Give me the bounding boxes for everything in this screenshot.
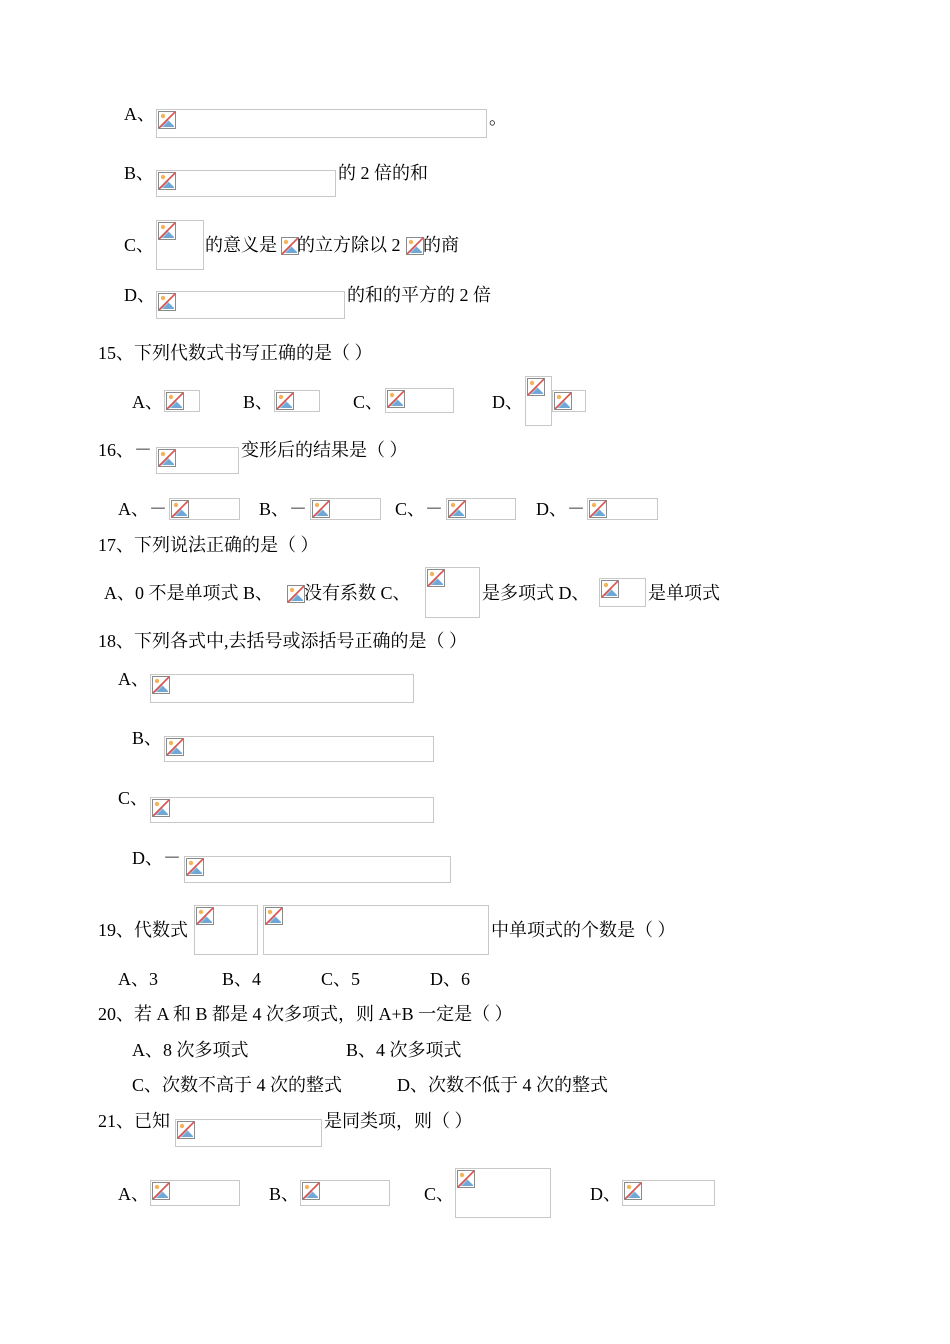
- broken-image-icon: [427, 569, 445, 587]
- formula-image: [156, 447, 239, 474]
- q15-option-d-label: D、: [492, 392, 523, 412]
- q18-option-d-label: D、－: [132, 848, 181, 868]
- formula-image: [274, 390, 320, 412]
- q20-option-a: A、8 次多项式: [132, 1040, 249, 1060]
- broken-image-icon: [171, 500, 189, 518]
- q15-option-c-label: C、: [353, 392, 384, 412]
- q17-option-c-tail: 是多项式 D、: [482, 583, 590, 603]
- q18-stem: 18、下列各式中,去括号或添括号正确的是（ ）: [98, 631, 467, 651]
- q14-option-b-tail: 的 2 倍的和: [338, 163, 428, 183]
- q21-option-c-label: C、: [424, 1184, 455, 1204]
- broken-image-icon: [186, 858, 204, 876]
- q17-option-a: A、0 不是单项式 B、: [104, 583, 274, 603]
- broken-image-icon: [166, 392, 184, 410]
- broken-image-icon: [589, 500, 607, 518]
- formula-image: [194, 905, 258, 955]
- formula-image: [552, 390, 586, 412]
- broken-image-icon: [302, 1182, 320, 1200]
- q19-stem-prefix: 19、代数式: [98, 920, 188, 940]
- broken-image-icon: [196, 907, 214, 925]
- broken-image-icon: [387, 390, 405, 408]
- q16-stem: 变形后的结果是（ ）: [241, 440, 408, 460]
- q19-option-a: A、3: [118, 969, 158, 989]
- q20-stem: 20、若 A 和 B 都是 4 次多项式，则 A+B 一定是（ ）: [98, 1004, 513, 1024]
- q19-option-b: B、4: [222, 969, 262, 989]
- q21-option-d-label: D、: [590, 1184, 621, 1204]
- formula-image: [425, 567, 480, 618]
- broken-image-icon: [166, 738, 184, 756]
- formula-image: [164, 736, 434, 762]
- q14-option-c-tail: 的商: [423, 235, 459, 255]
- q15-option-b-label: B、: [243, 392, 274, 412]
- broken-image-icon: [406, 237, 424, 255]
- broken-image-icon: [158, 172, 176, 190]
- q21-option-a-label: A、: [118, 1184, 149, 1204]
- broken-image-icon: [448, 500, 466, 518]
- q16-option-d-label: D、－: [536, 499, 585, 519]
- broken-image-icon: [158, 111, 176, 129]
- broken-image-icon: [152, 1182, 170, 1200]
- formula-image: [169, 498, 240, 520]
- formula-image: [446, 498, 516, 520]
- broken-image-icon: [624, 1182, 642, 1200]
- q14-option-c-text1: 的意义是: [205, 235, 277, 255]
- broken-image-icon: [457, 1170, 475, 1188]
- formula-image: [156, 220, 204, 270]
- formula-image: [150, 674, 414, 703]
- q14-option-c-label: C、: [124, 235, 155, 255]
- q14-option-a-label: A、: [124, 104, 155, 124]
- q14-option-d-label: D、: [124, 285, 155, 305]
- broken-image-icon: [276, 392, 294, 410]
- q16-number: 16、－: [98, 440, 152, 460]
- formula-image: [385, 388, 454, 413]
- broken-image-icon: [527, 378, 545, 396]
- formula-image: [175, 1119, 322, 1147]
- formula-image: [164, 390, 200, 412]
- formula-image: [263, 905, 489, 955]
- q15-option-a-label: A、: [132, 392, 163, 412]
- broken-image-icon: [158, 449, 176, 467]
- q21-stem-suffix: 是同类项，则（ ）: [324, 1111, 473, 1131]
- broken-image-icon: [265, 907, 283, 925]
- q18-option-a-label: A、: [118, 669, 149, 689]
- q17-option-b-tail: 没有系数 C、: [304, 583, 411, 603]
- broken-image-icon: [158, 222, 176, 240]
- q19-option-d: D、6: [430, 969, 470, 989]
- broken-image-icon: [554, 392, 572, 410]
- q19-stem-suffix: 中单项式的个数是（ ）: [491, 920, 676, 940]
- formula-image: [280, 236, 297, 254]
- broken-image-icon: [152, 676, 170, 694]
- q16-option-b-label: B、－: [259, 499, 308, 519]
- formula-image: [150, 1180, 240, 1206]
- q20-option-c: C、次数不高于 4 次的整式: [132, 1075, 343, 1095]
- broken-image-icon: [177, 1121, 195, 1139]
- formula-image: [525, 376, 552, 426]
- broken-image-icon: [312, 500, 330, 518]
- q18-option-c-label: C、: [118, 788, 149, 808]
- formula-image: [622, 1180, 715, 1206]
- broken-image-icon: [152, 799, 170, 817]
- q14-option-a-tail: 。: [489, 108, 507, 128]
- formula-image: [300, 1180, 390, 1206]
- q16-option-a-label: A、－: [118, 499, 167, 519]
- q15-stem: 15、下列代数式书写正确的是（ ）: [98, 343, 373, 363]
- q19-option-c: C、5: [321, 969, 361, 989]
- broken-image-icon: [158, 293, 176, 311]
- formula-image: [455, 1168, 551, 1218]
- broken-image-icon: [601, 580, 619, 598]
- q20-option-b: B、4 次多项式: [346, 1040, 462, 1060]
- q20-option-d: D、次数不低于 4 次的整式: [397, 1075, 608, 1095]
- q14-option-b-label: B、: [124, 163, 155, 183]
- formula-image: [184, 856, 451, 883]
- broken-image-icon: [287, 585, 305, 603]
- q18-option-b-label: B、: [132, 728, 163, 748]
- formula-image: [587, 498, 658, 520]
- q17-stem: 17、下列说法正确的是（ ）: [98, 535, 319, 555]
- formula-image: [156, 109, 487, 138]
- q14-option-d-tail: 的和的平方的 2 倍: [347, 285, 491, 305]
- formula-image: [286, 584, 303, 602]
- q21-stem-prefix: 21、已知: [98, 1111, 170, 1131]
- q14-option-c-text2: 的立方除以 2: [297, 235, 401, 255]
- formula-image: [150, 797, 434, 823]
- formula-image: [310, 498, 381, 520]
- formula-image: [405, 236, 422, 254]
- q17-option-d-tail: 是单项式: [648, 583, 720, 603]
- formula-image: [156, 291, 345, 319]
- q21-option-b-label: B、: [269, 1184, 300, 1204]
- formula-image: [599, 578, 646, 607]
- q16-option-c-label: C、－: [395, 499, 444, 519]
- formula-image: [156, 170, 336, 197]
